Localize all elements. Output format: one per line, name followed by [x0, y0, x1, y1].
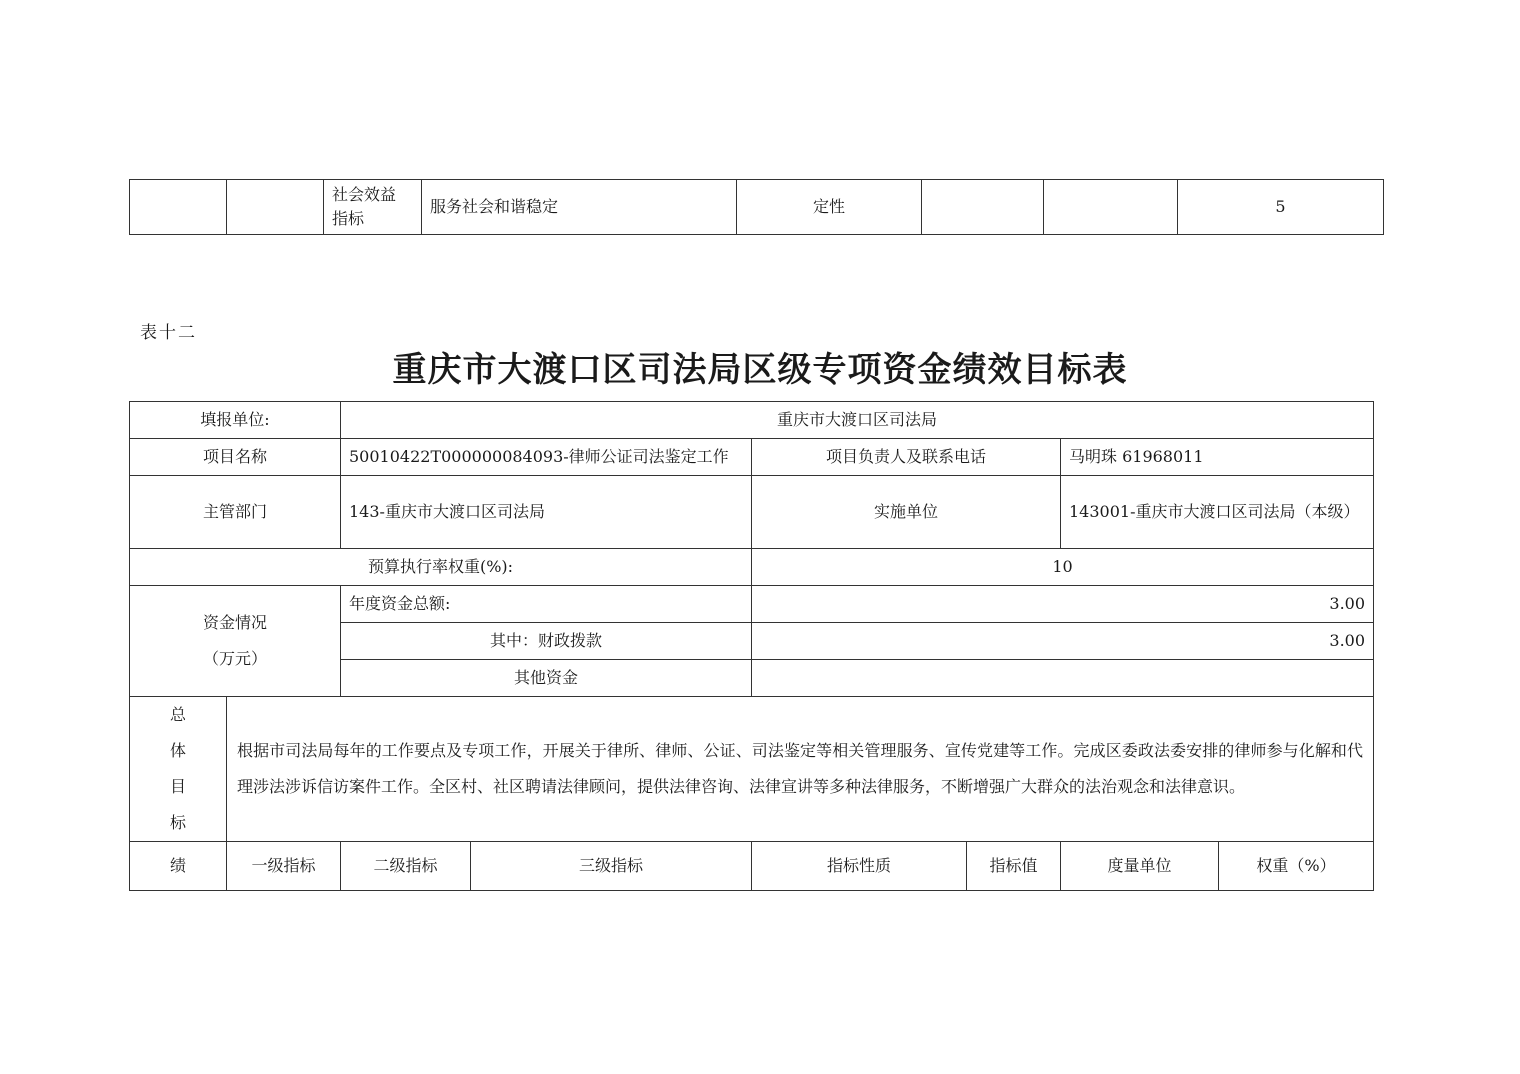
level1-indicator-header: 一级指标 [227, 842, 341, 891]
weight-header: 权重（%） [1219, 842, 1374, 891]
cell-empty-2 [227, 180, 324, 235]
level2-indicator-header: 二级指标 [341, 842, 471, 891]
dept-value: 143-重庆市大渡口区司法局 [341, 476, 752, 549]
performance-target-table [129, 401, 1374, 891]
indicator-line-1: 社会效益 [332, 185, 397, 204]
funds-label [130, 586, 341, 697]
overview-label [130, 697, 227, 842]
secondary-indicator-cell [324, 180, 422, 235]
table-row [130, 697, 1374, 842]
third-indicator-cell: 服务社会和谐稳定 [422, 180, 737, 235]
cell-empty-1 [130, 180, 227, 235]
page-title: 重庆市大渡口区司法局区级专项资金绩效目标表 [392, 350, 1128, 390]
project-leader-value: 马明珠 61968011 [1061, 439, 1374, 476]
table-row [130, 842, 1374, 891]
budget-rate-value: 10 [752, 549, 1374, 586]
table-row [130, 476, 1374, 549]
fiscal-label: 其中：财政拨款 [341, 623, 752, 660]
other-funds-label: 其他资金 [341, 660, 752, 697]
budget-rate-label: 预算执行率权重(%): [130, 549, 752, 586]
annual-total-value: 3.00 [752, 586, 1374, 623]
indicator-line-2: 指标 [332, 209, 365, 228]
impl-unit-value: 143001-重庆市大渡口区司法局（本级） [1061, 476, 1374, 549]
table-row [130, 439, 1374, 476]
impl-unit-label: 实施单位 [752, 476, 1061, 549]
fill-unit-value: 重庆市大渡口区司法局 [341, 402, 1374, 439]
continuation-table [129, 179, 1384, 235]
weight-cell: 5 [1178, 180, 1384, 235]
table-row [130, 586, 1374, 623]
indicator-value-header: 指标值 [967, 842, 1061, 891]
funds-label-line-1: 资金情况 [202, 613, 267, 632]
other-funds-value [752, 660, 1374, 697]
table-row [130, 402, 1374, 439]
overview-label-char: 标 [169, 813, 186, 832]
overview-label-char: 目 [169, 777, 186, 796]
project-name-value: 50010422T000000084093-律师公证司法鉴定工作 [341, 439, 752, 476]
unit-header: 度量单位 [1061, 842, 1219, 891]
indicator-nature-header: 指标性质 [752, 842, 967, 891]
overview-text: 根据市司法局每年的工作要点及专项工作，开展关于律所、律师、公证、司法鉴定等相关管理服务、宣传党建等工作。完成区委政法委安排的律师参与化解和代理涉法涉诉信访案件工作。全区村、社区聘请法律顾问，提供法律咨询、法律宣讲等多种法律服务，不断增强广大群众的法治观念和法律意识。 [227, 697, 1374, 842]
table-number: 表十二 [140, 323, 197, 343]
overview-label-char: 总 [169, 705, 186, 724]
table-row [130, 549, 1374, 586]
funds-label-line-2: （万元） [202, 649, 267, 668]
project-name-label: 项目名称 [130, 439, 341, 476]
fill-unit-label: 填报单位: [130, 402, 341, 439]
unit-cell [1044, 180, 1178, 235]
table-row [130, 180, 1384, 235]
nature-cell: 定性 [737, 180, 922, 235]
annual-total-label: 年度资金总额: [341, 586, 752, 623]
dept-label: 主管部门 [130, 476, 341, 549]
perf-header-label: 绩 [130, 842, 227, 891]
overview-label-char: 体 [169, 741, 186, 760]
level3-indicator-header: 三级指标 [471, 842, 752, 891]
fiscal-value: 3.00 [752, 623, 1374, 660]
project-leader-label: 项目负责人及联系电话 [752, 439, 1061, 476]
value-cell [922, 180, 1044, 235]
